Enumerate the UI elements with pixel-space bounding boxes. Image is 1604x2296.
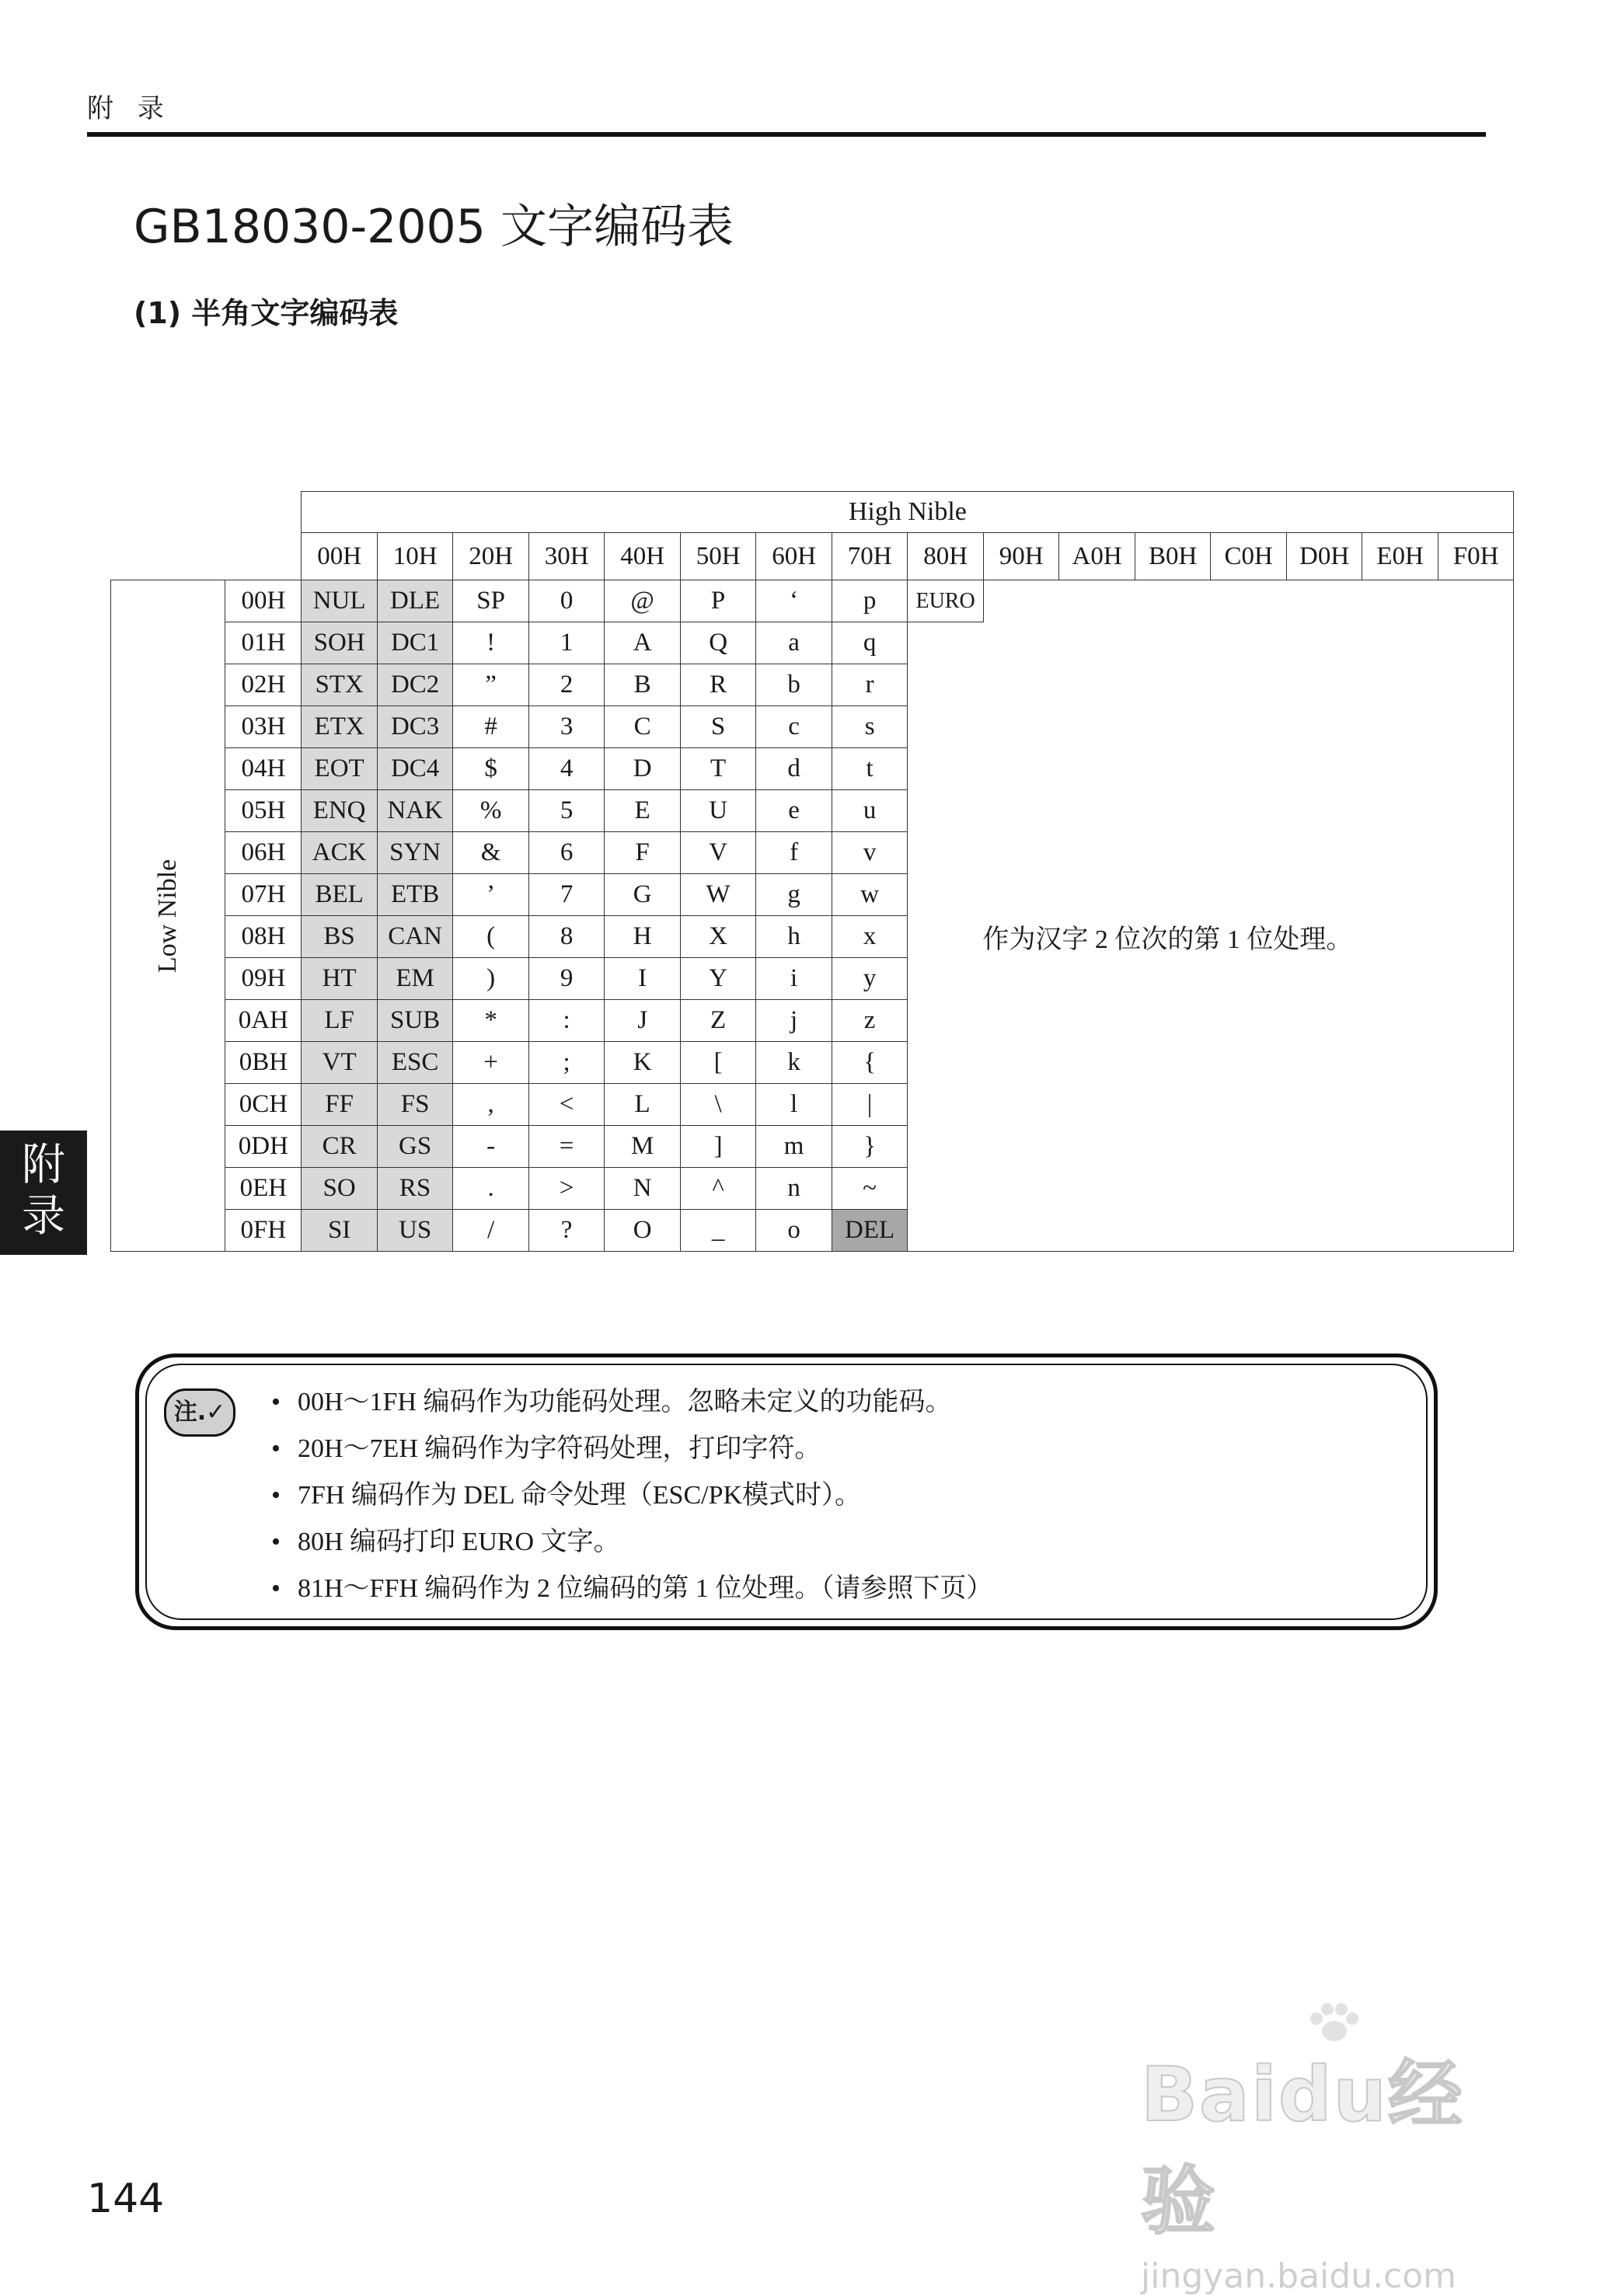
code-cell: \ [680,1084,756,1126]
section-title: (1) 半角文字编码表 [134,296,399,330]
note-item: • 20H～7EH 编码作为字符码处理，打印字符。 [271,1426,992,1472]
code-cell: j [756,1000,832,1042]
page-title: GB18030-2005 文字编码表 [134,200,734,254]
code-cell: o [756,1210,832,1252]
code-cell: U [680,790,756,832]
code-cell: VT [302,1042,378,1084]
code-cell: DC2 [377,664,453,706]
note-item: • 00H～1FH 编码作为功能码处理。忽略未定义的功能码。 [271,1379,992,1426]
code-cell: 1 [528,622,605,664]
empty-region [983,580,1514,622]
code-cell: . [453,1168,529,1210]
code-cell: NAK [377,790,453,832]
code-cell: } [832,1126,908,1168]
code-cell: 9 [528,958,605,1000]
code-cell: @ [605,580,681,622]
code-cell: s [832,706,908,748]
code-cell: ? [528,1210,605,1252]
code-cell: & [453,832,529,874]
low-code-header: 0FH [225,1210,302,1252]
code-cell: SOH [302,622,378,664]
high-code-header: C0H [1211,533,1287,580]
code-cell: - [453,1126,529,1168]
code-cell: I [605,958,681,1000]
corner-blank [225,492,302,533]
code-cell: ( [453,916,529,958]
code-cell: DC3 [377,706,453,748]
code-cell: Q [680,622,756,664]
code-cell: SP [453,580,529,622]
high-code-header: 70H [832,533,908,580]
code-cell: ] [680,1126,756,1168]
code-cell: ETB [377,874,453,916]
note-item: • 7FH 编码作为 DEL 命令处理（ESC/PK模式时）。 [271,1472,992,1519]
code-cell: f [756,832,832,874]
code-cell: ETX [302,706,378,748]
code-cell: z [832,1000,908,1042]
code-cell: p [832,580,908,622]
code-cell: STX [302,664,378,706]
code-cell: 6 [528,832,605,874]
code-cell: { [832,1042,908,1084]
code-cell: EM [377,958,453,1000]
code-cell: 3 [528,706,605,748]
high-code-header: A0H [1059,533,1135,580]
code-cell: = [528,1126,605,1168]
code-cell: W [680,874,756,916]
code-cell: GS [377,1126,453,1168]
low-code-header: 0EH [225,1168,302,1210]
high-code-header: 10H [377,533,453,580]
high-code-header: 20H [453,533,529,580]
code-cell: u [832,790,908,832]
code-cell: DC4 [377,748,453,790]
code-cell: T [680,748,756,790]
code-cell: NUL [302,580,378,622]
low-code-header: 0DH [225,1126,302,1168]
code-cell: RS [377,1168,453,1210]
low-code-header: 0CH [225,1084,302,1126]
code-cell: 0 [528,580,605,622]
code-cell: ^ [680,1168,756,1210]
high-code-header: 90H [983,533,1059,580]
side-tab-char: 录 [22,1191,65,1242]
code-cell: Y [680,958,756,1000]
low-code-header: 0BH [225,1042,302,1084]
low-code-header: 06H [225,832,302,874]
code-cell: ESC [377,1042,453,1084]
code-cell: c [756,706,832,748]
code-cell: r [832,664,908,706]
code-cell: | [832,1084,908,1126]
code-cell: BEL [302,874,378,916]
note-box [135,1354,1438,1630]
watermark-logo: Baidu经验 [1141,2051,1464,2245]
code-cell: t [832,748,908,790]
code-cell: CR [302,1126,378,1168]
code-cell: $ [453,748,529,790]
note-item: • 80H 编码打印 EURO 文字。 [271,1519,992,1566]
high-code-header: F0H [1438,533,1514,580]
low-code-header: 09H [225,958,302,1000]
code-cell: US [377,1210,453,1252]
code-cell: SUB [377,1000,453,1042]
note-item: • 81H～FFH 编码作为 2 位编码的第 1 位处理。（请参照下页） [271,1566,992,1612]
low-code-header: 00H [225,580,302,622]
code-cell: ’ [453,874,529,916]
code-cell: g [756,874,832,916]
page-number: 144 [87,2176,165,2222]
high-code-header: 30H [528,533,605,580]
code-cell: L [605,1084,681,1126]
low-code-header: 01H [225,622,302,664]
code-cell: % [453,790,529,832]
code-cell: K [605,1042,681,1084]
code-cell: H [605,916,681,958]
code-cell: < [528,1084,605,1126]
code-cell: a [756,622,832,664]
code-cell: J [605,1000,681,1042]
code-cell: 8 [528,916,605,958]
code-cell: B [605,664,681,706]
low-nible-label-text: Low Nible [153,859,183,973]
code-cell: CAN [377,916,453,958]
code-cell: ” [453,664,529,706]
code-cell: q [832,622,908,664]
code-cell: V [680,832,756,874]
low-code-header: 03H [225,706,302,748]
code-cell: : [528,1000,605,1042]
high-nible-label: High Nible [302,492,1514,533]
side-tab [0,1131,87,1255]
paw-icon [1307,2002,1362,2045]
code-cell: 2 [528,664,605,706]
low-nible-label [111,580,225,1252]
high-code-header: 50H [680,533,756,580]
code-cell: Z [680,1000,756,1042]
code-cell: LF [302,1000,378,1042]
code-cell: 4 [528,748,605,790]
watermark-url: jingyan.baidu.com [1141,2256,1457,2296]
high-code-header: 80H [908,533,984,580]
code-cell: > [528,1168,605,1210]
high-code-header: 00H [302,533,378,580]
code-cell: N [605,1168,681,1210]
code-cell: h [756,916,832,958]
watermark [1141,2036,1514,2296]
high-code-header: D0H [1286,533,1362,580]
high-code-header: E0H [1362,533,1438,580]
code-cell: M [605,1126,681,1168]
code-cell: DC1 [377,622,453,664]
code-cell: X [680,916,756,958]
code-cell: * [453,1000,529,1042]
low-code-header: 02H [225,664,302,706]
code-cell: DEL [832,1210,908,1252]
code-cell: FS [377,1084,453,1126]
code-cell: _ [680,1210,756,1252]
code-cell: + [453,1042,529,1084]
code-cell: HT [302,958,378,1000]
code-cell: w [832,874,908,916]
low-code-header: 05H [225,790,302,832]
code-cell: EOT [302,748,378,790]
code-cell: i [756,958,832,1000]
code-cell: D [605,748,681,790]
code-cell: ENQ [302,790,378,832]
code-cell: O [605,1210,681,1252]
code-cell: A [605,622,681,664]
code-cell: SI [302,1210,378,1252]
high-code-header: 40H [605,533,681,580]
code-cell: ~ [832,1168,908,1210]
code-cell: n [756,1168,832,1210]
code-cell: FF [302,1084,378,1126]
high-code-header: 60H [756,533,832,580]
euro-cell: EURO [908,580,984,622]
code-cell: k [756,1042,832,1084]
code-cell: b [756,664,832,706]
code-cell: e [756,790,832,832]
code-cell: 7 [528,874,605,916]
code-cell: , [453,1084,529,1126]
code-cell: 5 [528,790,605,832]
low-code-header: 04H [225,748,302,790]
code-table [110,491,1514,1252]
low-code-header: 07H [225,874,302,916]
code-cell: SO [302,1168,378,1210]
side-tab-char: 附 [22,1140,65,1190]
code-cell: C [605,706,681,748]
code-cell: y [832,958,908,1000]
code-cell: d [756,748,832,790]
running-head: 附 录 [87,93,172,124]
code-cell: P [680,580,756,622]
code-cell: DLE [377,580,453,622]
low-code-header: 08H [225,916,302,958]
code-cell: ACK [302,832,378,874]
note-icon: 注.✓ [164,1388,235,1437]
corner-blank [225,533,302,580]
code-cell: # [453,706,529,748]
code-cell: R [680,664,756,706]
low-code-header: 0AH [225,1000,302,1042]
high-code-header: B0H [1135,533,1211,580]
code-cell: SYN [377,832,453,874]
code-cell: F [605,832,681,874]
code-cell: m [756,1126,832,1168]
code-cell: ) [453,958,529,1000]
code-cell: S [680,706,756,748]
note-list [271,1379,992,1612]
code-cell: l [756,1084,832,1126]
header-rule [87,132,1486,137]
code-cell: E [605,790,681,832]
code-cell: BS [302,916,378,958]
code-cell: ‘ [756,580,832,622]
merged-note-cell: 作为汉字 2 位次的第 1 位处理。 [908,622,1514,1252]
code-cell: ; [528,1042,605,1084]
code-cell: [ [680,1042,756,1084]
code-cell: v [832,832,908,874]
code-cell: ! [453,622,529,664]
corner-blank [111,492,225,533]
code-cell: G [605,874,681,916]
code-cell: x [832,916,908,958]
corner-blank [111,533,225,580]
code-cell: / [453,1210,529,1252]
